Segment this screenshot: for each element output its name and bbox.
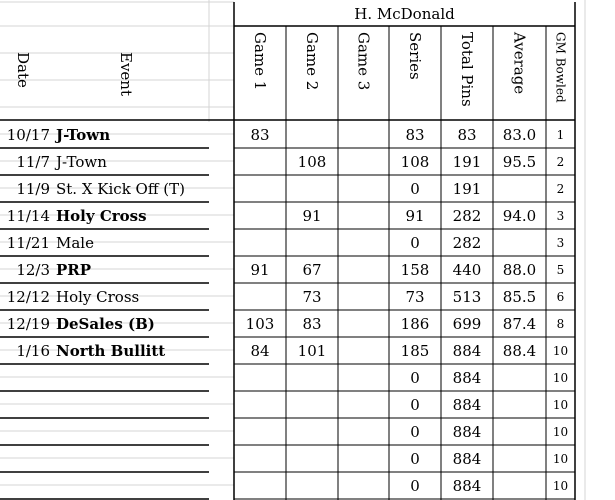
row-gm: 6 (556, 290, 565, 304)
row-avg (493, 365, 546, 392)
row-event: Holy Cross (56, 288, 140, 306)
row-event (56, 473, 226, 500)
row-g1: 83 (250, 126, 270, 144)
row-g3 (338, 446, 389, 473)
row-series: 185 (400, 342, 430, 360)
row-g2: 91 (302, 207, 322, 225)
row-gm: 10 (552, 398, 569, 412)
game3-header: Game 3 (354, 32, 373, 91)
row-event: North Bullitt (56, 342, 166, 360)
row-total: 440 (452, 261, 482, 279)
row-g1 (234, 365, 286, 392)
row-g3 (338, 149, 389, 176)
row-g2: 108 (297, 153, 327, 171)
row-g1 (234, 203, 286, 230)
row-date: 12/12 (6, 288, 50, 306)
row-gm: 3 (556, 209, 565, 223)
row-series: 83 (405, 126, 425, 144)
row-total: 513 (452, 288, 482, 306)
row-gm: 10 (552, 425, 569, 439)
row-g3 (338, 419, 389, 446)
row-total: 884 (452, 342, 482, 360)
row-total: 884 (452, 369, 482, 387)
row-event (56, 365, 226, 392)
row-total: 884 (452, 477, 482, 495)
row-event (56, 392, 226, 419)
row-g2 (286, 365, 338, 392)
row-gm: 10 (552, 344, 569, 358)
row-date: 11/9 (16, 180, 50, 198)
row-g1 (234, 176, 286, 203)
row-event: PRP (56, 261, 92, 279)
row-g2 (286, 392, 338, 419)
row-g1 (234, 392, 286, 419)
row-avg: 94.0 (502, 207, 537, 225)
row-avg (493, 392, 546, 419)
row-series: 108 (400, 153, 430, 171)
row-total: 83 (457, 126, 477, 144)
row-series: 73 (405, 288, 425, 306)
row-g3 (338, 392, 389, 419)
row-series: 186 (400, 315, 430, 333)
row-event (56, 446, 226, 473)
row-gm: 5 (556, 263, 565, 277)
row-g3 (338, 257, 389, 284)
row-total: 191 (452, 153, 482, 171)
row-date: 11/7 (16, 153, 50, 171)
row-avg: 85.5 (502, 288, 537, 306)
row-date: 12/3 (16, 261, 50, 279)
row-avg: 87.4 (502, 315, 537, 333)
game2-header: Game 2 (303, 32, 321, 91)
row-series: 91 (405, 207, 425, 225)
row-date: 10/17 (6, 126, 50, 144)
row-date (0, 392, 50, 419)
row-event: J-Town (56, 153, 107, 171)
row-g2 (286, 446, 338, 473)
row-total: 191 (452, 180, 482, 198)
row-g1: 91 (250, 261, 270, 279)
row-g1 (234, 473, 286, 500)
row-series: 0 (410, 369, 420, 387)
gm-bowled-header: GM Bowled (553, 32, 568, 103)
row-g3 (338, 284, 389, 311)
total-pins-header: Total Pins (458, 32, 476, 107)
row-avg (493, 473, 546, 500)
row-g1 (234, 149, 286, 176)
row-g2 (286, 176, 338, 203)
row-series: 0 (410, 423, 420, 441)
row-avg: 95.5 (502, 153, 537, 171)
row-g1 (234, 284, 286, 311)
bowler-name-title: H. McDonald (354, 5, 455, 23)
row-g2 (286, 230, 338, 257)
row-event: St. X Kick Off (T) (56, 180, 185, 198)
row-total: 884 (452, 423, 482, 441)
row-avg: 88.4 (502, 342, 537, 360)
row-g3 (338, 365, 389, 392)
row-date (0, 365, 50, 392)
row-avg (493, 419, 546, 446)
row-series: 0 (410, 477, 420, 495)
row-avg (493, 176, 546, 203)
row-g3 (338, 176, 389, 203)
row-event: Holy Cross (56, 207, 147, 225)
row-g1: 84 (250, 342, 270, 360)
row-date: 11/14 (6, 207, 50, 225)
row-series: 0 (410, 234, 420, 252)
row-event: DeSales (B) (56, 315, 155, 333)
row-g3 (338, 473, 389, 500)
row-gm: 2 (556, 155, 565, 169)
row-date: 1/16 (16, 342, 50, 360)
row-g3 (338, 230, 389, 257)
row-g3 (338, 338, 389, 365)
row-g2 (286, 473, 338, 500)
row-g1 (234, 419, 286, 446)
date-header: Date (14, 52, 32, 88)
row-series: 0 (410, 180, 420, 198)
row-total: 699 (452, 315, 482, 333)
row-g3 (338, 311, 389, 338)
row-g1 (234, 230, 286, 257)
row-avg (493, 446, 546, 473)
row-gm: 3 (556, 236, 565, 250)
row-gm: 2 (556, 182, 565, 196)
row-event: J-Town (56, 126, 111, 144)
row-gm: 10 (552, 452, 569, 466)
row-series: 0 (410, 396, 420, 414)
row-avg: 83.0 (502, 126, 537, 144)
series-header: Series (406, 32, 424, 80)
row-gm: 10 (552, 479, 569, 493)
row-total: 884 (452, 450, 482, 468)
row-g2 (286, 419, 338, 446)
row-total: 884 (452, 396, 482, 414)
row-event: Male (56, 234, 94, 252)
row-g2: 73 (302, 288, 322, 306)
row-gm: 10 (552, 371, 569, 385)
row-g1: 103 (245, 315, 275, 333)
row-g1 (234, 446, 286, 473)
row-series: 158 (400, 261, 430, 279)
row-g2: 83 (302, 315, 322, 333)
row-avg: 88.0 (502, 261, 537, 279)
row-g2 (286, 122, 338, 149)
row-date: 12/19 (6, 315, 50, 333)
row-date (0, 473, 50, 500)
row-g3 (338, 203, 389, 230)
row-avg (493, 230, 546, 257)
row-event (56, 419, 226, 446)
row-total: 282 (452, 207, 482, 225)
event-header: Event (117, 52, 135, 96)
row-date: 11/21 (6, 234, 50, 252)
row-g2: 101 (297, 342, 327, 360)
average-header: Average (510, 32, 529, 95)
row-series: 0 (410, 450, 420, 468)
game1-header: Game 1 (251, 32, 269, 91)
row-g2: 67 (302, 261, 322, 279)
row-date (0, 446, 50, 473)
row-gm: 8 (556, 317, 565, 331)
row-date (0, 419, 50, 446)
row-gm: 1 (556, 128, 565, 142)
row-total: 282 (452, 234, 482, 252)
row-g3 (338, 122, 389, 149)
